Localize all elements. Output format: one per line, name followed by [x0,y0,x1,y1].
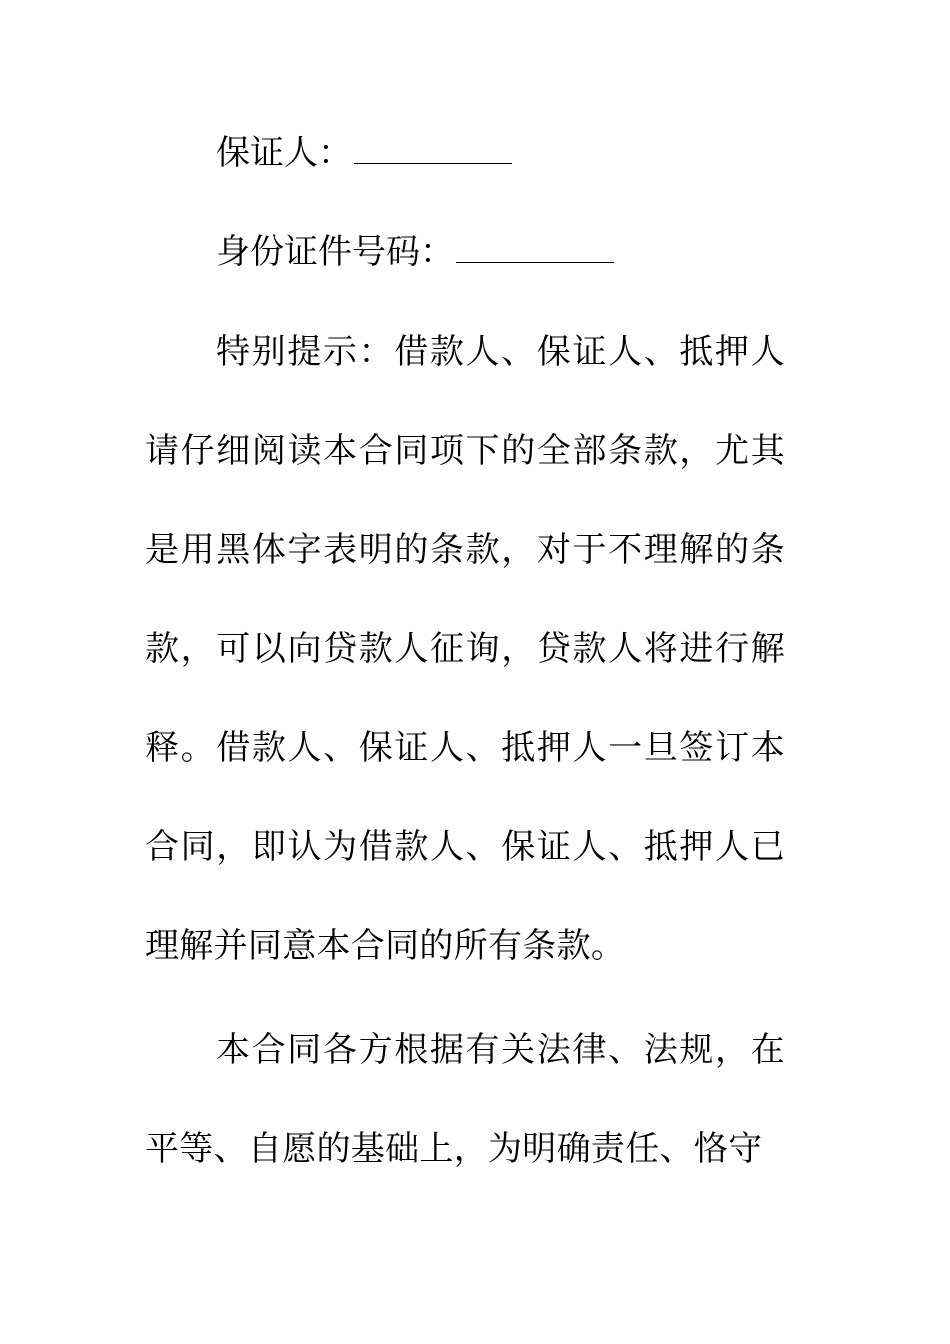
special-notice-paragraph: 特别提示：借款人、保证人、抵押人请仔细阅读本合同项下的全部条款，尤其是用黑体字表明的条款，对于不理解的条款，可以向贷款人征询，贷款人将进行解释。借款人、保证人、抵押人一旦签订本合同，即认为借款人、保证人、抵押人已理解并同意本合同的所有条款。 [145,332,785,966]
id-number-blank[interactable] [456,232,614,263]
guarantor-blank[interactable] [354,133,512,164]
id-number-field [145,232,856,272]
preamble-paragraph: 本合同各方根据有关法律、法规，在平等、自愿的基础上，为明确责任、恪守 [145,1030,785,1169]
id-number-label: 身份证件号码： [216,232,454,272]
guarantor-field [145,133,856,173]
guarantor-label: 保证人： [216,133,352,173]
